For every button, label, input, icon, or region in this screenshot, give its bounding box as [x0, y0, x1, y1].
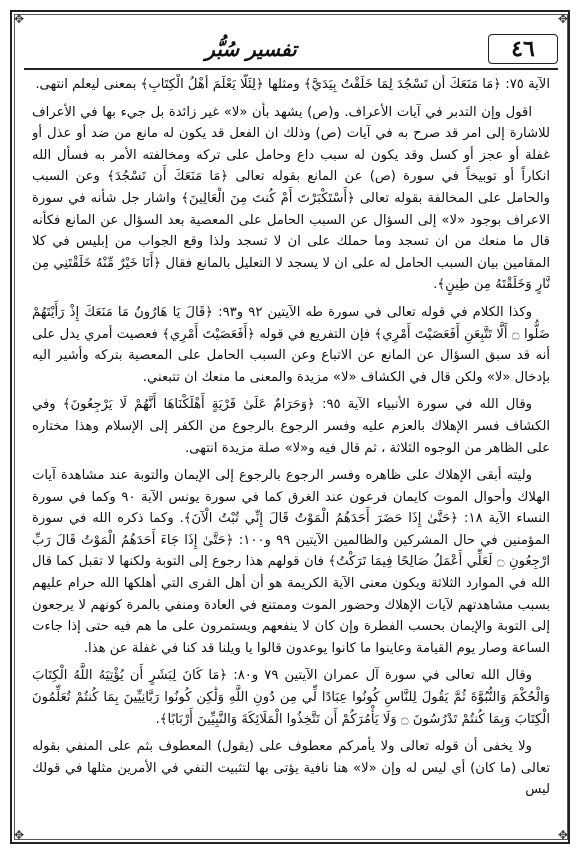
header-divider	[24, 68, 558, 70]
running-title: تفسير سُبُّر	[205, 37, 297, 61]
paragraph: وقال الله تعالى في سورة آل عمران الآيتين ٧٩ و٨٠: ﴿مَا كَانَ لِبَشَرٍ أَن يُؤْتِيَهُ اللَّهُ الْكِتَابَ وَالْحُكْمَ وَالنُّبُوَّةَ ثُمَّ يَقُولَ لِلنَّاسِ كُونُوا عِبَادًا لِّي مِن دُونِ اللَّهِ وَلَٰكِن كُونُوا رَبَّانِيِّينَ بِمَا كُنتُمْ تُعَلِّمُونَ الْكِتَابَ وَبِمَا كُنتُمْ تَدْرُسُونَ ۝ وَلَا يَأْمُرَكُمْ أَن تَتَّخِذُوا الْمَلَائِكَةَ وَالنَّبِيِّينَ أَرْبَابًا﴾.	[32, 668, 550, 727]
corner-ornament-icon: ✥	[557, 12, 569, 26]
paragraph: وكذا الكلام في قوله تعالى في سورة طه الآيتين ٩٢ و٩٣: ﴿قَالَ يَا هَارُونُ مَا مَنَعَكَ إِذْ رَأَيْتَهُمْ ضَلُّوا ۝ أَلَّا تَتَّبِعَنِ أَفَعَصَيْتَ أَمْرِي﴾ فإن التفريع في قوله ﴿أَفَعَصَيْتَ أَمْرِي﴾ فعصيت أمري يدل على أنه قد سبق السؤال عن المانع عن الاتباع وعن السبب الحامل على المعصية بتركه وأشير اليه بإدخال «لا» ولكن قال في الكشاف «لا» مزيدة والمعنى ما منعك ان تتبعني.	[32, 304, 550, 385]
paragraph: ولا يخفى أن قوله تعالى ولا يأمركم معطوف على (يقول) المعطوف بثم على المنفي بقوله تعالى (ما كان) أي ليس له وإن «لا» هنا نافية يؤتى بها لتثبيت النفي في الأمرين مثلها في قولك ليس	[32, 739, 550, 798]
paragraph: اقول وإن التدبر في آيات الأعراف. و(ص) يشهد بأن «لا» غير زائدة بل جيء بها في الأعراف للاشارة إلى امر قد صرح به في آيات (ص) وذلك ان الفعل قد يكون له مانع من ضد أو عذل أو غفلة أو عجز أو كسل وقد يكون له سبب داع وحامل على تركه ومخالفته الأمر به فسأل الله انكاراً أو توبيخاً في سورة (ص) عن المانع بقوله تعالى ﴿مَا مَنَعَكَ أَن تَسْجُدَ﴾ وعن السبب والحامل على المخالفة بقوله تعالى ﴿أَسْتَكْبَرْتَ أَمْ كُنتَ مِنَ الْعَالِينَ﴾ واشار جل شأنه في سورة الاعراف بوجود «لا» إلى السؤال عن السبب الحامل على المعصية بعد السؤال عن المانع فكأنه قال ما منعك من ان تسجد وما حملك على ان لا تسجد ولذا وقع الجواب من إبليس في كلا المقامين بيان السبب الحامل له على ان لا يسجد لا التعليل بالمانع فقال ﴿أَنَا خَيْرٌ مِّنْهُ خَلَقْتَنِي مِن نَّارٍ وَخَلَقْتَهُ مِن طِينٍ﴾.	[32, 104, 550, 293]
page-number: ٤٦	[488, 34, 558, 64]
corner-ornament-icon: ✥	[557, 828, 569, 842]
paragraph: وليته أبقى الإهلاك على ظاهره وفسر الرجوع بالرجوع إلى الإيمان والتوبة عند مشاهدة آيات الهلاك وأحوال الموت كايمان فرعون عند الغرق كما في سورة يونس الآية ٩٠ وكما في سورة النساء الآية ١٨: ﴿حَتَّىٰ إِذَا حَضَرَ أَحَدَهُمُ الْمَوْتُ قَالَ إِنِّي تُبْتُ الْآنَ﴾. وكما ذكره الله في سورة المؤمنين في حال المشركين والظالمين الآيتين ٩٩ و١٠٠: ﴿حَتَّىٰ إِذَا جَاءَ أَحَدَهُمُ الْمَوْتُ قَالَ رَبِّ ارْجِعُونِ ۝ لَعَلِّي أَعْمَلُ صَالِحًا فِيمَا تَرَكْتُ﴾ فان قولهم هذا رجوع إلى التوبة ولكنها لا تقبل كما قال الله في الموارد الثلاثة ويكون معنى الآية الكريمة هو أن أهل القرى التي أهلكها الله حرام عليهم بسبب مشاهدتهم لآيات الإهلاك وحضور الموت وممتنع في العادة ومنفي بالمرة كونهم لا يرجعون إلى التوبة والإيمان بحسب الفطرة وإن كان لا ينفعهم ويستمرون على ما هم فيه حتى إذا جاءت الساعة وصار يوم القيامة وعاينوا ما كانوا يوعدون قالوا يا ويلنا قد كنا في غفلة عن هذا.	[32, 468, 550, 656]
corner-ornament-icon: ✥	[13, 12, 25, 26]
paragraph: وقال الله في سورة الأنبياء الآية ٩٥: ﴿وَحَرَامٌ عَلَىٰ قَرْيَةٍ أَهْلَكْنَاهَا أَنَّهُمْ لَا يَرْجِعُونَ﴾ وفي الكشاف فسر الإهلاك بالعزم عليه وفسر الرجوع بالرجوع من الكفر إلى الإسلام وهذا مختاره على الظاهر من الوجوه الثلاثة ، ثم قال فيه و«لا» صلة مزيدة انتهى.	[32, 397, 550, 456]
corner-ornament-icon: ✥	[13, 828, 25, 842]
paragraph: الآية ٧٥: ﴿مَا مَنَعَكَ أَن تَسْجُدَ لِمَا خَلَقْتُ بِيَدَيَّ﴾ ومثلها ﴿لِئَلَّا يَعْلَمَ أَهْلُ الْكِتَابِ﴾ بمعنى ليعلم انتهى.	[35, 77, 550, 92]
page-body	[32, 74, 550, 834]
page-header	[24, 34, 558, 68]
